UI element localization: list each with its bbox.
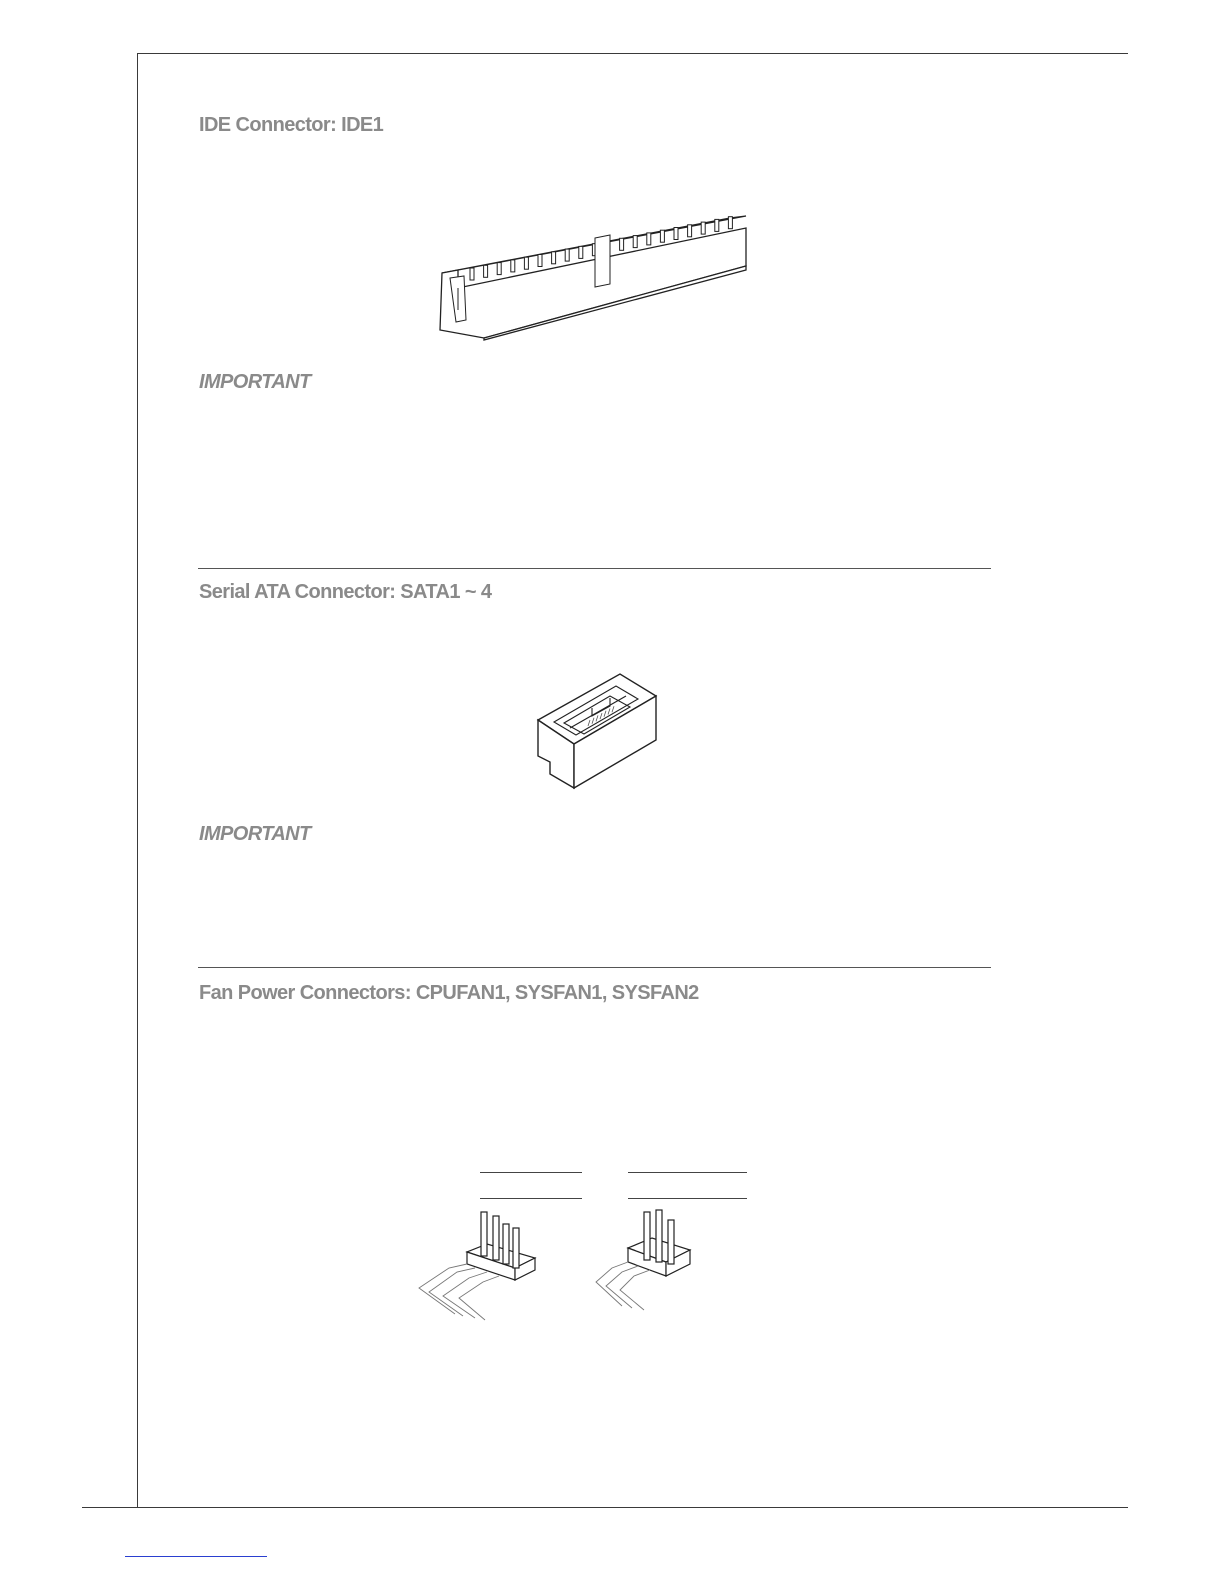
three-pin-fan-connector-icon [594, 1206, 704, 1314]
page-frame-bottom [82, 1507, 1128, 1508]
fan-label-line [480, 1198, 582, 1199]
section-divider [198, 568, 991, 569]
section-divider [198, 967, 991, 968]
page-frame-left [137, 53, 138, 1508]
sata-connector-icon [530, 668, 660, 793]
fan-label-line [628, 1172, 747, 1173]
fan-label-line [628, 1198, 747, 1199]
sata-important-label: IMPORTANT [199, 823, 311, 845]
footer-link-underline[interactable] [125, 1556, 267, 1557]
fan-connector-heading: Fan Power Connectors: CPUFAN1, SYSFAN1, SYSFAN2 [199, 982, 699, 1004]
ide-connector-heading: IDE Connector: IDE1 [199, 114, 384, 136]
fan-label-line [480, 1172, 582, 1173]
ide-connector-icon [430, 198, 760, 348]
four-pin-fan-connector-icon [415, 1206, 545, 1324]
page-frame-top [137, 53, 1128, 54]
sata-connector-heading: Serial ATA Connector: SATA1 ~ 4 [199, 581, 492, 603]
ide-important-label: IMPORTANT [199, 371, 311, 393]
